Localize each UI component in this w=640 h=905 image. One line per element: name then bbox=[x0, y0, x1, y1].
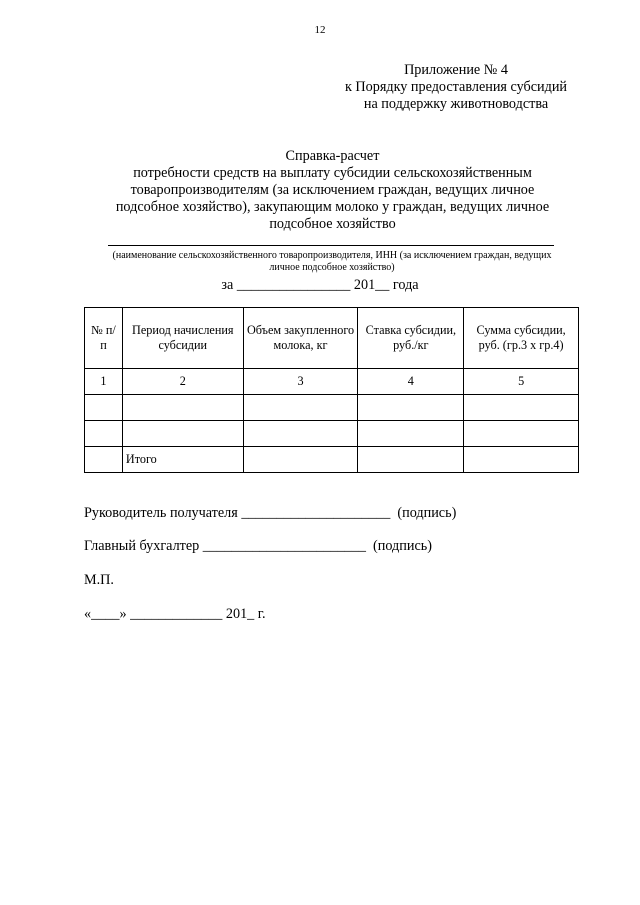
title-heading: Справка-расчет bbox=[285, 148, 380, 164]
accountant-signature-line: Главный бухгалтер _______________________ (подпись) bbox=[84, 538, 432, 554]
document-title bbox=[95, 148, 570, 233]
table-cell bbox=[358, 447, 464, 473]
table-cell bbox=[358, 421, 464, 447]
table-cell bbox=[243, 421, 358, 447]
column-number: 4 bbox=[358, 369, 464, 395]
column-numbers-row bbox=[85, 369, 579, 395]
recipient-caption bbox=[88, 250, 576, 274]
table-cell bbox=[122, 421, 243, 447]
table-row bbox=[85, 395, 579, 421]
appendix-subject: на поддержку животноводства bbox=[363, 96, 549, 112]
recipient-name-line bbox=[108, 245, 554, 246]
column-number: 3 bbox=[243, 369, 358, 395]
appendix-number: Приложение № 4 bbox=[404, 62, 508, 78]
date-line: «____» _____________ 201_ г. bbox=[84, 606, 266, 622]
table-cell bbox=[85, 421, 123, 447]
subsidy-table bbox=[84, 307, 579, 473]
table-cell bbox=[85, 447, 123, 473]
title-line: подсобное хозяйство bbox=[269, 216, 396, 232]
header-subsidy-rate: Ставка субсидии, руб./кг bbox=[358, 308, 464, 369]
table-cell bbox=[243, 395, 358, 421]
appendix-header bbox=[330, 62, 582, 113]
head-signature-line: Руководитель получателя _____________________ (подпись) bbox=[84, 505, 457, 521]
table-cell bbox=[122, 395, 243, 421]
column-number: 1 bbox=[85, 369, 123, 395]
table-cell bbox=[464, 421, 579, 447]
total-row bbox=[85, 447, 579, 473]
table-cell bbox=[464, 447, 579, 473]
recipient-caption-line: личное подсобное хозяйство) bbox=[269, 262, 395, 273]
title-line: потребности средств на выплату субсидии сельскохозяйственным bbox=[133, 165, 532, 181]
table-cell bbox=[464, 395, 579, 421]
header-milk-volume: Объем закупленного молока, кг bbox=[243, 308, 358, 369]
seal-placeholder: М.П. bbox=[84, 572, 114, 588]
recipient-caption-line: (наименование сельскохозяйственного товаропроизводителя, ИНН (за исключением граждан, ведущих bbox=[112, 250, 552, 261]
total-label: Итого bbox=[122, 447, 243, 473]
table-cell bbox=[243, 447, 358, 473]
table-cell bbox=[85, 395, 123, 421]
header-subsidy-amount: Сумма субсидии, руб. (гр.3 х гр.4) bbox=[464, 308, 579, 369]
column-number: 2 bbox=[122, 369, 243, 395]
title-line: подсобное хозяйство), закупающим молоко у граждан, ведущих личное bbox=[115, 199, 550, 215]
reporting-period: за ________________ 201__ года bbox=[221, 277, 419, 293]
column-number: 5 bbox=[464, 369, 579, 395]
table-header-row bbox=[85, 308, 579, 369]
header-period: Период начисления субсидии bbox=[122, 308, 243, 369]
title-line: товаропроизводителям (за исключением граждан, ведущих личное bbox=[130, 182, 535, 198]
table-cell bbox=[358, 395, 464, 421]
table-row bbox=[85, 421, 579, 447]
header-row-number: № п/п bbox=[85, 308, 123, 369]
page-number: 12 bbox=[314, 24, 326, 36]
appendix-reference: к Порядку предоставления субсидий bbox=[344, 79, 568, 95]
